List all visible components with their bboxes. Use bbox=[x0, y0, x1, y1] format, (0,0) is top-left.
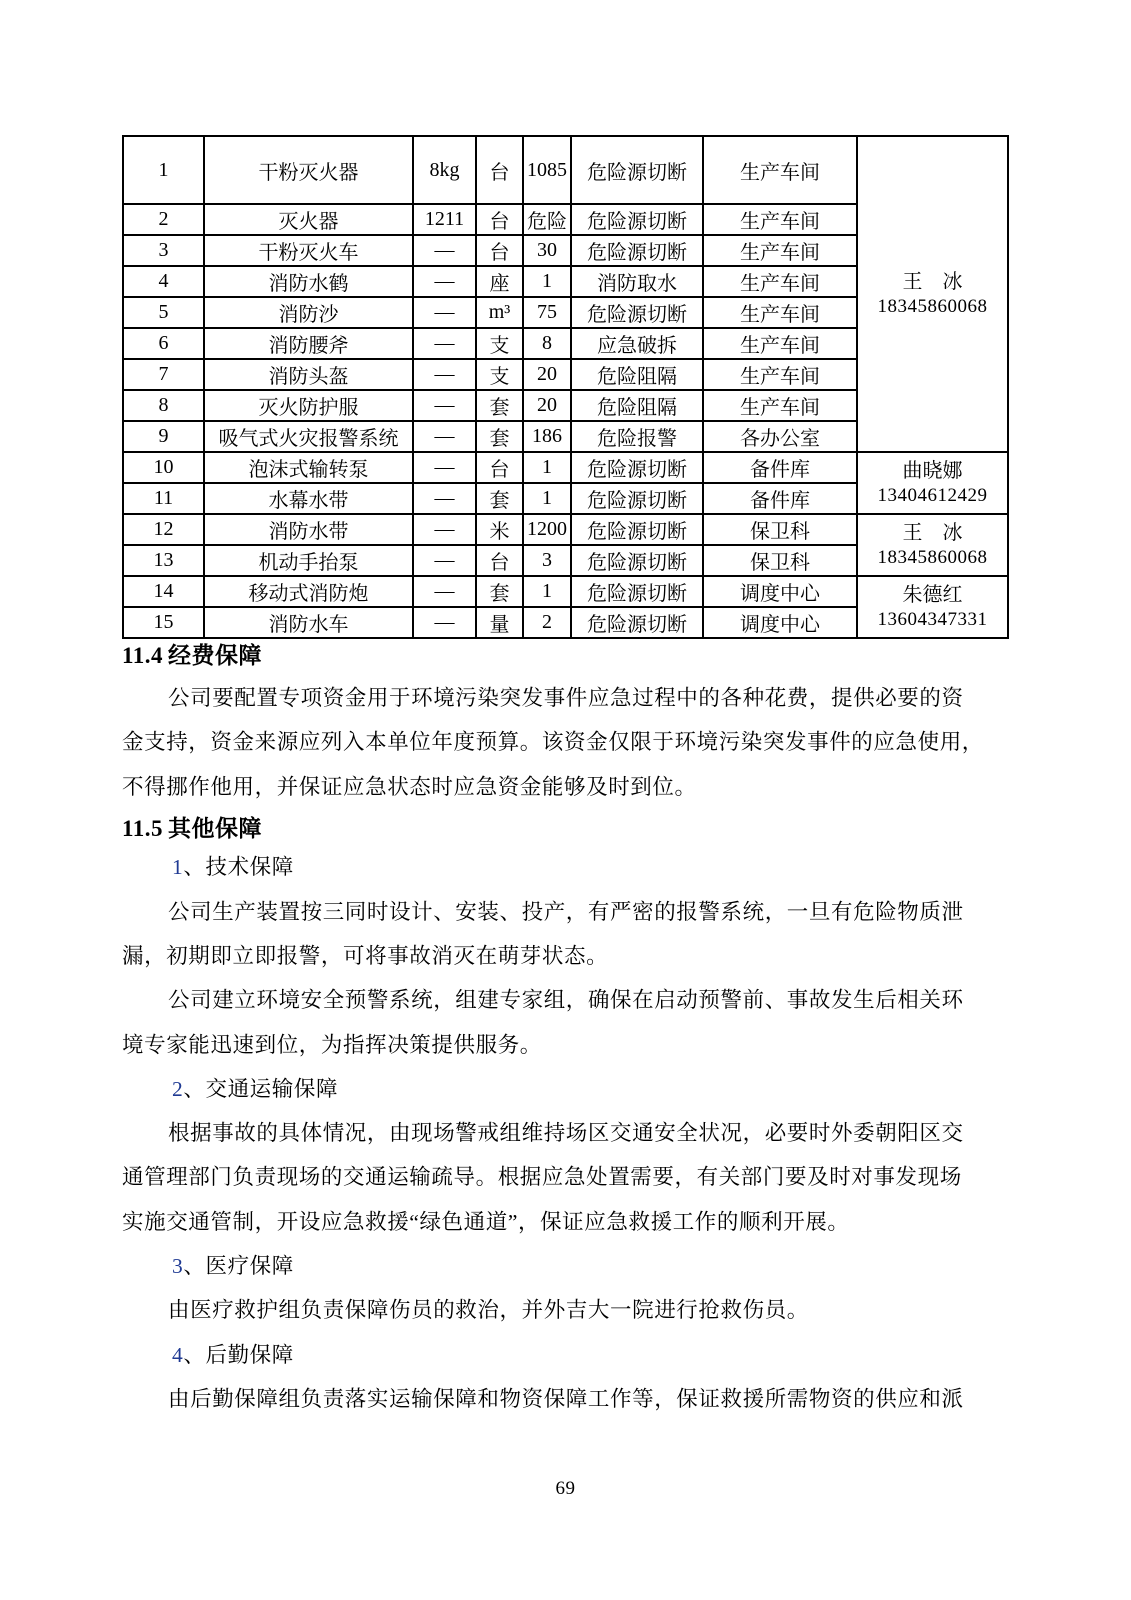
list-item-heading bbox=[122, 845, 1010, 889]
cell-name: 机动手抬泵 bbox=[204, 545, 413, 576]
cell-qty: 1 bbox=[523, 266, 571, 297]
cell-spec: — bbox=[413, 576, 476, 607]
paragraph-line: 公司要配置专项资金用于环境污染突发事件应急过程中的各种花费，提供必要的资 bbox=[168, 686, 964, 710]
list-item-heading bbox=[122, 1244, 1010, 1288]
cell-unit: 台 bbox=[476, 452, 523, 483]
fire-equipment-table bbox=[122, 135, 1009, 639]
cell-spec: — bbox=[413, 297, 476, 328]
paragraph-line: 境专家能迅速到位，为指挥决策提供服务。 bbox=[122, 1032, 542, 1057]
cell-no: 5 bbox=[123, 297, 204, 328]
cell-location: 各办公室 bbox=[703, 421, 857, 452]
list-item-label: 后勤保障 bbox=[205, 1342, 294, 1367]
cell-qty: 3 bbox=[523, 545, 571, 576]
cell-spec: — bbox=[413, 328, 476, 359]
cell-purpose: 危险源切断 bbox=[571, 514, 703, 545]
table-row bbox=[123, 514, 1008, 545]
cell-location: 生产车间 bbox=[703, 266, 857, 297]
section-heading bbox=[122, 640, 1010, 672]
cell-qty: 1085 bbox=[523, 136, 571, 204]
paragraph-line: 金支持，资金来源应列入本单位年度预算。该资金仅限于环境污染突发事件的应急使用， bbox=[122, 730, 984, 755]
cell-unit: 套 bbox=[476, 576, 523, 607]
cell-purpose: 危险阻隔 bbox=[571, 359, 703, 390]
section-title: 经费保障 bbox=[167, 643, 262, 668]
cell-unit: 套 bbox=[476, 421, 523, 452]
cell-no: 4 bbox=[123, 266, 204, 297]
cell-name: 消防水带 bbox=[204, 514, 413, 545]
cell-name: 灭火防护服 bbox=[204, 390, 413, 421]
cell-unit: 米 bbox=[476, 514, 523, 545]
table-row bbox=[123, 136, 1008, 204]
contact-phone: 13404612429 bbox=[877, 485, 988, 506]
cell-location: 生产车间 bbox=[703, 359, 857, 390]
cell-no: 3 bbox=[123, 235, 204, 266]
cell-unit: 台 bbox=[476, 545, 523, 576]
cell-purpose: 危险源切断 bbox=[571, 235, 703, 266]
cell-spec: — bbox=[413, 235, 476, 266]
cell-name: 水幕水带 bbox=[204, 483, 413, 514]
cell-purpose: 消防取水 bbox=[571, 266, 703, 297]
cell-spec: — bbox=[413, 359, 476, 390]
paragraph-line: 实施交通管制，开设应急救援“绿色通道”，保证应急救援工作的顺利开展。 bbox=[122, 1209, 850, 1234]
cell-spec: — bbox=[413, 452, 476, 483]
list-item-separator: 、 bbox=[183, 1076, 206, 1101]
section-number: 11.5 bbox=[122, 816, 163, 842]
cell-location: 生产车间 bbox=[703, 297, 857, 328]
cell-name: 泡沫式输转泵 bbox=[204, 452, 413, 483]
cell-spec: 8kg bbox=[413, 136, 476, 204]
list-item-label: 交通运输保障 bbox=[205, 1076, 339, 1101]
cell-no: 14 bbox=[123, 576, 204, 607]
equipment-table-body bbox=[123, 136, 1008, 638]
cell-unit: 支 bbox=[476, 328, 523, 359]
list-item-separator: 、 bbox=[183, 1342, 206, 1367]
cell-unit: 台 bbox=[476, 136, 523, 204]
cell-spec: — bbox=[413, 607, 476, 638]
cell-qty: 20 bbox=[523, 359, 571, 390]
cell-qty: 1 bbox=[523, 576, 571, 607]
cell-name: 消防腰斧 bbox=[204, 328, 413, 359]
list-item-number: 2 bbox=[172, 1076, 184, 1101]
paragraph-line: 公司建立环境安全预警系统，组建专家组，确保在启动预警前、事故发生后相关环 bbox=[168, 988, 964, 1013]
cell-no: 13 bbox=[123, 545, 204, 576]
cell-purpose: 危险阻隔 bbox=[571, 390, 703, 421]
cell-spec: — bbox=[413, 514, 476, 545]
cell-unit: 座 bbox=[476, 266, 523, 297]
cell-no: 1 bbox=[123, 136, 204, 204]
cell-spec: — bbox=[413, 266, 476, 297]
document-body bbox=[122, 630, 1010, 1421]
cell-no: 10 bbox=[123, 452, 204, 483]
contact-phone: 18345860068 bbox=[877, 547, 988, 568]
cell-qty: 1200 bbox=[523, 514, 571, 545]
cell-spec: — bbox=[413, 483, 476, 514]
cell-location: 生产车间 bbox=[703, 204, 857, 235]
cell-name: 干粉灭火车 bbox=[204, 235, 413, 266]
cell-name: 移动式消防炮 bbox=[204, 576, 413, 607]
table-row bbox=[123, 452, 1008, 483]
cell-name: 灭火器 bbox=[204, 204, 413, 235]
cell-location: 备件库 bbox=[703, 452, 857, 483]
cell-unit: 套 bbox=[476, 483, 523, 514]
cell-qty: 危险 bbox=[523, 204, 571, 235]
cell-purpose: 危险源切断 bbox=[571, 607, 703, 638]
list-item-separator: 、 bbox=[183, 1254, 206, 1279]
cell-purpose: 危险源切断 bbox=[571, 576, 703, 607]
cell-unit: 支 bbox=[476, 359, 523, 390]
cell-contact bbox=[857, 452, 1008, 514]
cell-location: 保卫科 bbox=[703, 514, 857, 545]
cell-no: 8 bbox=[123, 390, 204, 421]
cell-location: 调度中心 bbox=[703, 576, 857, 607]
contact-name: 朱德红 bbox=[902, 584, 963, 606]
contact-phone: 13604347331 bbox=[877, 609, 988, 630]
cell-unit: 台 bbox=[476, 204, 523, 235]
cell-qty: 75 bbox=[523, 297, 571, 328]
list-item-label: 医疗保障 bbox=[205, 1254, 294, 1279]
cell-location: 调度中心 bbox=[703, 607, 857, 638]
cell-no: 6 bbox=[123, 328, 204, 359]
cell-name: 消防沙 bbox=[204, 297, 413, 328]
cell-qty: 20 bbox=[523, 390, 571, 421]
cell-location: 生产车间 bbox=[703, 235, 857, 266]
cell-contact bbox=[857, 136, 1008, 452]
paragraph-line: 通管理部门负责现场的交通运输疏导。根据应急处置需要，有关部门要及时对事发现场 bbox=[122, 1165, 962, 1190]
cell-spec: 1211 bbox=[413, 204, 476, 235]
cell-no: 12 bbox=[123, 514, 204, 545]
paragraph-line: 漏，初期即立即报警，可将事故消灭在萌芽状态。 bbox=[122, 943, 609, 968]
paragraph-line: 根据事故的具体情况，由现场警戒组维持场区交通安全状况，必要时外委朝阳区交 bbox=[168, 1121, 964, 1146]
section-heading bbox=[122, 813, 1010, 845]
cell-no: 15 bbox=[123, 607, 204, 638]
cell-name: 消防头盔 bbox=[204, 359, 413, 390]
paragraph-line: 由后勤保障组负责落实运输保障和物资保障工作等，保证救援所需物资的供应和派 bbox=[168, 1386, 964, 1411]
cell-name: 吸气式火灾报警系统 bbox=[204, 421, 413, 452]
list-item-number: 1 bbox=[172, 855, 184, 880]
section-number: 11.4 bbox=[122, 643, 163, 668]
cell-purpose: 危险源切断 bbox=[571, 297, 703, 328]
cell-unit: 量 bbox=[476, 607, 523, 638]
list-item-label: 技术保障 bbox=[205, 855, 294, 880]
cell-location: 保卫科 bbox=[703, 545, 857, 576]
cell-purpose: 危险源切断 bbox=[571, 452, 703, 483]
cell-purpose: 危险源切断 bbox=[571, 545, 703, 576]
cell-contact bbox=[857, 576, 1008, 638]
paragraph-line: 不得挪作他用，并保证应急状态时应急资金能够及时到位。 bbox=[122, 774, 697, 799]
cell-purpose: 应急破拆 bbox=[571, 328, 703, 359]
table-row bbox=[123, 576, 1008, 607]
cell-name: 消防水车 bbox=[204, 607, 413, 638]
cell-contact bbox=[857, 514, 1008, 576]
contact-name: 王 冰 bbox=[902, 271, 963, 293]
cell-purpose: 危险源切断 bbox=[571, 136, 703, 204]
cell-qty: 186 bbox=[523, 421, 571, 452]
cell-purpose: 危险报警 bbox=[571, 421, 703, 452]
paragraph-line: 由医疗救护组负责保障伤员的救治，并外吉大一院进行抢救伤员。 bbox=[168, 1298, 809, 1323]
cell-qty: 1 bbox=[523, 452, 571, 483]
cell-location: 备件库 bbox=[703, 483, 857, 514]
cell-qty: 30 bbox=[523, 235, 571, 266]
contact-name: 王 冰 bbox=[902, 522, 963, 544]
cell-name: 消防水鹤 bbox=[204, 266, 413, 297]
cell-no: 7 bbox=[123, 359, 204, 390]
list-item-number: 4 bbox=[172, 1342, 184, 1367]
contact-phone: 18345860068 bbox=[877, 296, 988, 317]
cell-no: 11 bbox=[123, 483, 204, 514]
list-item-separator: 、 bbox=[183, 855, 206, 880]
list-item-heading bbox=[122, 1067, 1010, 1111]
cell-qty: 2 bbox=[523, 607, 571, 638]
cell-location: 生产车间 bbox=[703, 136, 857, 204]
page-number: 69 bbox=[555, 1478, 576, 1499]
cell-location: 生产车间 bbox=[703, 328, 857, 359]
cell-purpose: 危险源切断 bbox=[571, 204, 703, 235]
cell-unit: m³ bbox=[476, 297, 523, 328]
contact-name: 曲晓娜 bbox=[902, 460, 963, 482]
paragraph-line: 公司生产装置按三同时设计、安装、投产，有严密的报警系统，一旦有危险物质泄 bbox=[168, 899, 964, 924]
cell-unit: 套 bbox=[476, 390, 523, 421]
cell-qty: 1 bbox=[523, 483, 571, 514]
cell-spec: — bbox=[413, 545, 476, 576]
list-item-heading bbox=[122, 1333, 1010, 1377]
cell-spec: — bbox=[413, 421, 476, 452]
section-title: 其他保障 bbox=[167, 816, 262, 842]
cell-location: 生产车间 bbox=[703, 390, 857, 421]
cell-name: 干粉灭火器 bbox=[204, 136, 413, 204]
cell-purpose: 危险源切断 bbox=[571, 483, 703, 514]
cell-no: 2 bbox=[123, 204, 204, 235]
cell-no: 9 bbox=[123, 421, 204, 452]
list-item-number: 3 bbox=[172, 1254, 184, 1279]
cell-unit: 台 bbox=[476, 235, 523, 266]
cell-qty: 8 bbox=[523, 328, 571, 359]
cell-spec: — bbox=[413, 390, 476, 421]
